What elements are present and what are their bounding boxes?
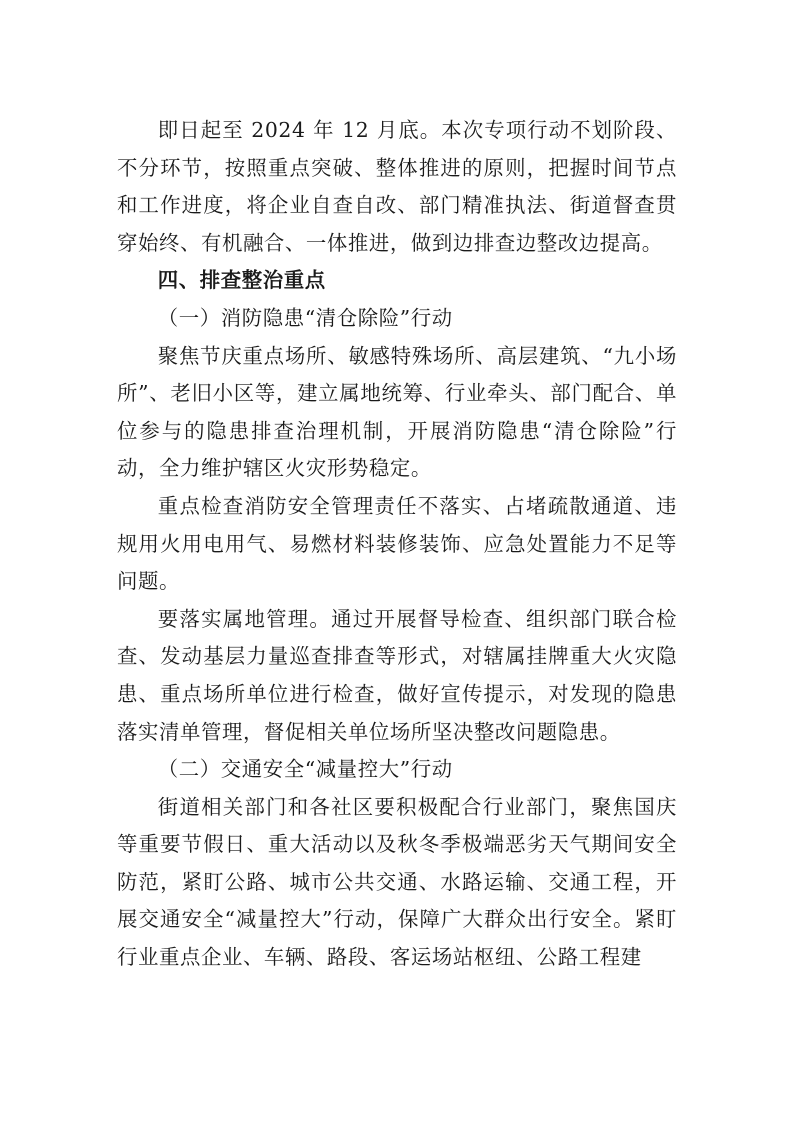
paragraph-fire-checks: 重点检查消防安全管理责任不落实、占堵疏散通道、违规用火用电用气、易燃材料装修装饰、应急处置能力不足等问题。 — [117, 493, 677, 594]
paragraph-timeline: 即日起至 2024 年 12 月底。本次专项行动不划阶段、不分环节，按照重点突破、整体推进的原则，把握时间节点和工作进度，将企业自查自改、部门精准执法、街道督查贯穿始终、有机融合、一体推进，做到边排查边整改边提高。 — [117, 118, 677, 255]
section-heading-4: 四、排查整治重点 — [157, 268, 326, 293]
paragraph-fire-management: 要落实属地管理。通过开展督导检查、组织部门联合检查、发动基层力量巡查排查等形式，对辖属挂牌重大火灾隐患、重点场所单位进行检查，做好宣传提示，对发现的隐患落实清单管理，督促相关单位场所坚决整改问题隐患。 — [117, 606, 677, 744]
subsection-heading-traffic: （二）交通安全“减量控大”行动 — [157, 757, 453, 782]
paragraph-traffic-focus: 街道相关部门和各社区要积极配合行业部门，聚焦国庆等重要节假日、重大活动以及秋冬季极端恶劣天气期间安全防范，紧盯公路、城市公共交通、水路运输、交通工程，开展交通安全“减量控大”行动，保障广大群众出行安全。紧盯行业重点企业、车辆、路段、客运场站枢纽、公路工程建 — [117, 794, 677, 970]
paragraph-fire-focus: 聚焦节庆重点场所、敏感特殊场所、高层建筑、“九小场所”、老旧小区等，建立属地统筹、行业牵头、部门配合、单位参与的隐患排查治理机制，开展消防隐患“清仓除险”行动，全力维护辖区火灾形势稳定。 — [117, 343, 677, 481]
document-body — [117, 112, 677, 977]
subsection-heading-fire: （一）消防隐患“清仓除险”行动 — [157, 305, 453, 330]
